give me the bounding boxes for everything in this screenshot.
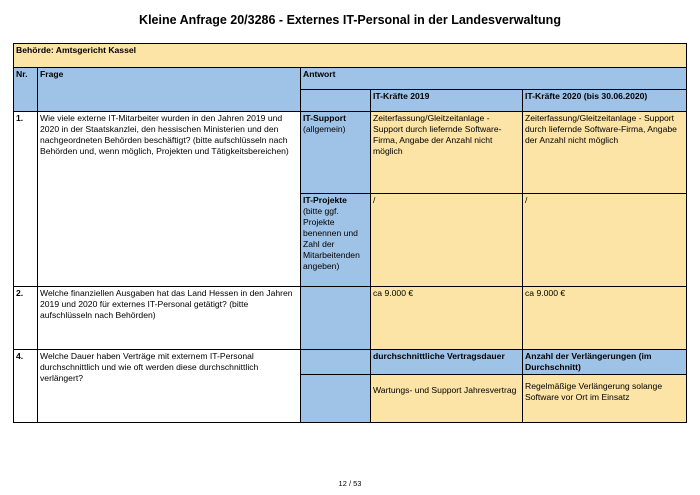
- q2-2019: ca 9.000 €: [371, 287, 523, 350]
- q4-duration: Wartungs- und Support Jahresvertrag: [371, 375, 523, 423]
- q2-blank: [301, 287, 371, 350]
- q1-support-sub: (allgemein): [303, 124, 346, 134]
- header-2020: IT-Kräfte 2020 (bis 30.06.2020): [523, 90, 687, 112]
- q1-projects-sub: (bitte ggf. Projekte benennen und Zahl der Mitarbeitenden angeben): [303, 206, 360, 271]
- header-blank: [301, 90, 371, 112]
- q4-blank-bottom: [301, 375, 371, 423]
- header-question: Frage: [38, 68, 301, 112]
- q4-blank-top: [301, 350, 371, 375]
- page-title: Kleine Anfrage 20/3286 - Externes IT-Personal in der Landesverwaltung: [139, 13, 561, 27]
- header-nr: Nr.: [14, 68, 38, 112]
- q1-support-2020: Zeiterfassung/Gleitzeitanlage - Support durch liefernde Software-Firma, Angabe der Anzahl nicht möglich: [523, 112, 687, 194]
- page-number: 12 / 53: [338, 479, 362, 488]
- q1-projects-2019: /: [371, 194, 523, 287]
- q1-support-label: [301, 112, 371, 194]
- q4-extensions: Regelmäßige Verlängerung solange Software vor Ort im Einsatz: [523, 375, 687, 423]
- q4-question: Welche Dauer haben Verträge mit externem IT-Personal durchschnittlich und wie oft werden diese durchschnittlich verlängert?: [38, 350, 301, 423]
- header-answer: Antwort: [301, 68, 687, 90]
- q1-question: Wie viele externe IT-Mitarbeiter wurden in den Jahren 2019 und 2020 in der Staatskanzlei, den hessischen Ministerien und den nachgeordneten Behörden beschäftigt? (bitte aufschlüsseln nach Behörden und, wenn möglich, Projekten und Tätigkeitsbereichen): [38, 112, 301, 287]
- q4-head-duration: durchschnittliche Vertragsdauer: [371, 350, 523, 375]
- q1-support-title: IT-Support: [303, 113, 346, 123]
- answer-table: [13, 43, 687, 423]
- q2-nr: 2.: [14, 287, 38, 350]
- q1-projects-2020: /: [523, 194, 687, 287]
- q4-head-extensions: Anzahl der Verlängerungen (im Durchschnitt): [523, 350, 687, 375]
- q2-2020: ca 9.000 €: [523, 287, 687, 350]
- q4-nr: 4.: [14, 350, 38, 423]
- q1-nr: 1.: [14, 112, 38, 287]
- header-2019: IT-Kräfte 2019: [371, 90, 523, 112]
- q1-projects-label: [301, 194, 371, 287]
- q1-projects-title: IT-Projekte: [303, 195, 347, 205]
- authority-header: Behörde: Amtsgericht Kassel: [14, 44, 687, 68]
- q2-question: Welche finanziellen Ausgaben hat das Land Hessen in den Jahren 2019 und 2020 für externes IT-Personal getätigt? (bitte aufschlüsseln nach Behörden): [38, 287, 301, 350]
- q1-support-2019: Zeiterfassung/Gleitzeitanlage - Support durch liefernde Software-Firma, Angabe der Anzahl nicht möglich: [371, 112, 523, 194]
